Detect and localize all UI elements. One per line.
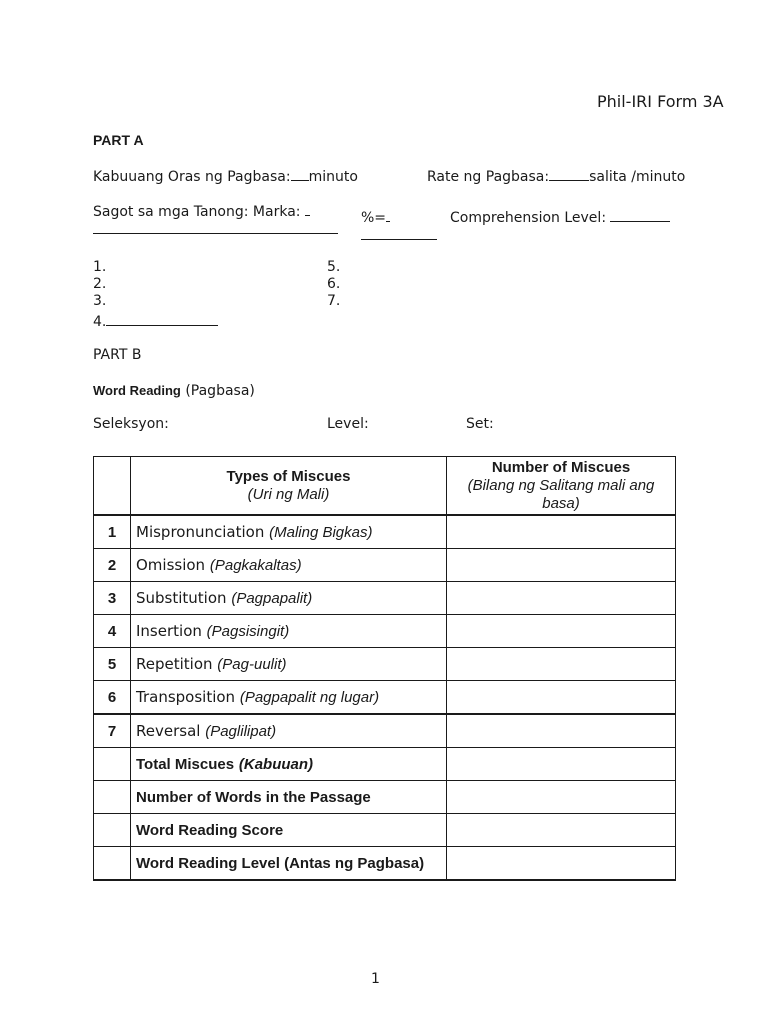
part-b-title: PART B <box>93 347 142 363</box>
row-count-cell[interactable] <box>447 549 676 582</box>
level-num-cell <box>94 847 131 881</box>
score-row <box>94 814 676 847</box>
level-row-label: Word Reading Level (Antas ng Pagbasa) <box>136 855 425 872</box>
score-label: Word Reading Score <box>136 822 284 839</box>
row-count-cell[interactable] <box>447 714 676 748</box>
words-row <box>94 781 676 814</box>
item-7: 7. <box>327 293 341 309</box>
total-sub: (Kabuuan) <box>238 756 314 773</box>
row-label-cell <box>131 549 447 582</box>
level-row <box>94 847 676 881</box>
answers-row <box>93 202 310 221</box>
row-number: 1 <box>94 515 131 549</box>
row-sub: (Pagpapalit) <box>231 590 313 607</box>
item-3: 3. <box>93 293 107 309</box>
row-label: Transposition <box>136 688 236 706</box>
item-1: 1. <box>93 259 107 275</box>
total-label-cell <box>131 748 447 781</box>
row-sub: (Pagkakaltas) <box>209 557 302 574</box>
item-4-blank[interactable] <box>106 312 218 326</box>
count-header: Number of Miscues <box>491 458 631 476</box>
miscue-table <box>93 456 676 881</box>
comprehension-label: Comprehension Level: <box>450 210 607 226</box>
word-reading-label: Word Reading <box>93 383 181 398</box>
comprehension-row <box>450 208 670 227</box>
row-count-cell[interactable] <box>447 648 676 681</box>
percent-blank[interactable] <box>386 208 390 222</box>
reading-rate-blank[interactable] <box>549 167 589 181</box>
level-count-cell[interactable] <box>447 847 676 881</box>
row-label: Substitution <box>136 589 227 607</box>
types-header: Types of Miscues <box>226 467 351 485</box>
comprehension-blank[interactable] <box>610 208 670 222</box>
item-6: 6. <box>327 276 341 292</box>
header-types-cell <box>131 457 447 516</box>
words-count-cell[interactable] <box>447 781 676 814</box>
row-label-cell <box>131 615 447 648</box>
reading-time-label: Kabuuang Oras ng Pagbasa: <box>93 169 291 185</box>
row-count-cell[interactable] <box>447 515 676 549</box>
score-count-cell[interactable] <box>447 814 676 847</box>
total-label: Total Miscues <box>136 756 235 773</box>
row-number: 6 <box>94 681 131 715</box>
words-num-cell <box>94 781 131 814</box>
row-count-cell[interactable] <box>447 681 676 715</box>
score-num-cell <box>94 814 131 847</box>
table-row <box>94 681 676 715</box>
row-label: Reversal <box>136 722 201 740</box>
item-4: 4. <box>93 314 107 330</box>
row-sub: (Pagpapalit ng lugar) <box>239 689 380 706</box>
row-number: 7 <box>94 714 131 748</box>
row-label: Insertion <box>136 622 202 640</box>
reading-rate-label: Rate ng Pagbasa: <box>427 169 550 185</box>
reading-rate-row <box>427 167 685 186</box>
item-4-row <box>93 312 218 331</box>
word-reading-sub: (Pagbasa) <box>185 383 255 399</box>
row-label-cell <box>131 714 447 748</box>
reading-time-blank[interactable] <box>291 167 309 181</box>
row-number: 4 <box>94 615 131 648</box>
row-label-cell <box>131 582 447 615</box>
row-sub: (Pag-uulit) <box>217 656 287 673</box>
item-5: 5. <box>327 259 341 275</box>
row-label-cell <box>131 515 447 549</box>
reading-rate-unit: salita /minuto <box>589 169 686 185</box>
table-row <box>94 515 676 549</box>
percent-label: %= <box>361 210 387 226</box>
row-number: 2 <box>94 549 131 582</box>
level-label-cell <box>131 847 447 881</box>
table-row <box>94 714 676 748</box>
total-num-cell <box>94 748 131 781</box>
row-label: Repetition <box>136 655 213 673</box>
word-reading-row <box>93 382 255 400</box>
set-label: Set: <box>466 416 494 432</box>
row-label-cell <box>131 681 447 715</box>
count-header-sub: (Bilang ng Salitang mali ang basa) <box>467 476 655 512</box>
row-count-cell[interactable] <box>447 582 676 615</box>
form-title: Phil-IRI Form 3A <box>597 92 724 111</box>
row-label: Mispronunciation <box>136 523 265 541</box>
table-row <box>94 615 676 648</box>
row-label-cell <box>131 648 447 681</box>
percent-row <box>361 208 390 227</box>
score-label-cell <box>131 814 447 847</box>
page-number: 1 <box>371 971 380 987</box>
item-2: 2. <box>93 276 107 292</box>
words-label-cell <box>131 781 447 814</box>
total-count-cell[interactable] <box>447 748 676 781</box>
header-count-cell <box>447 457 676 516</box>
row-label: Omission <box>136 556 206 574</box>
row-count-cell[interactable] <box>447 615 676 648</box>
total-row <box>94 748 676 781</box>
part-a-title: PART A <box>93 132 144 148</box>
header-num-cell <box>94 457 131 516</box>
table-row <box>94 549 676 582</box>
selection-label: Seleksyon: <box>93 416 169 432</box>
answers-underline[interactable] <box>93 233 338 234</box>
words-label: Number of Words in the Passage <box>136 789 371 806</box>
table-header-row <box>94 457 676 516</box>
reading-time-unit: minuto <box>308 169 358 185</box>
level-label: Level: <box>327 416 369 432</box>
score-blank[interactable] <box>305 202 310 216</box>
reading-time-row <box>93 167 358 186</box>
row-sub: (Paglilipat) <box>205 723 277 740</box>
row-sub: (Pagsisingit) <box>206 623 290 640</box>
row-number: 5 <box>94 648 131 681</box>
percent-underline[interactable] <box>361 239 437 240</box>
row-number: 3 <box>94 582 131 615</box>
answers-label: Sagot sa mga Tanong: Marka: <box>93 204 301 220</box>
table-row <box>94 648 676 681</box>
types-header-sub: (Uri ng Mali) <box>247 485 330 503</box>
row-sub: (Maling Bigkas) <box>269 524 373 541</box>
table-row <box>94 582 676 615</box>
